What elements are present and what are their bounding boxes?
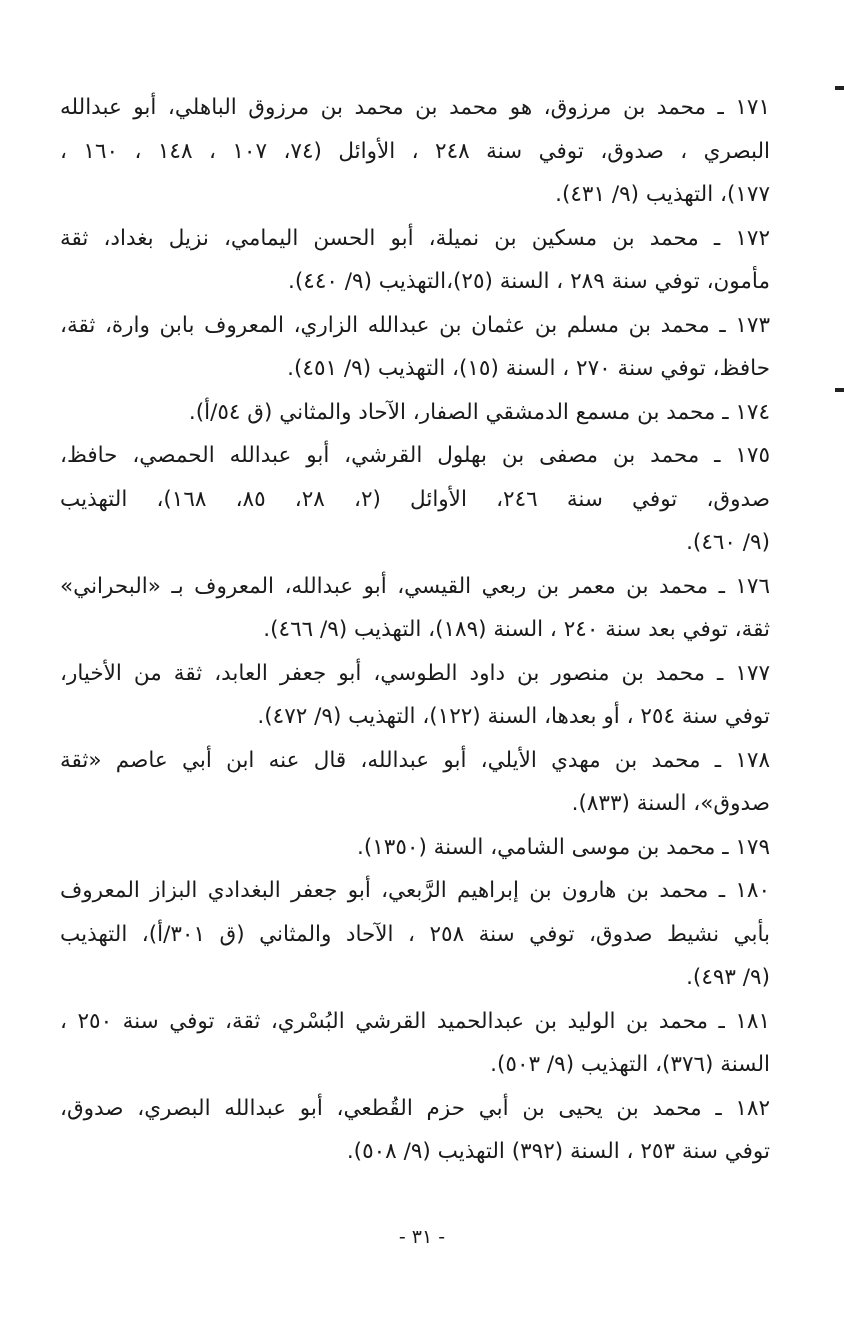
entry-175-line-2: صدوق، توفي سنة ٢٤٦، الأوائل (٢، ٢٨، ٨٥، ١٦٨)، التهذيب (60, 486, 770, 512)
entry-173-line-2: حافظ، توفي سنة ٢٧٠ ، السنة (١٥)، التهذيب (٩/ ٤٥١). (287, 356, 770, 381)
margin-mark (835, 388, 844, 392)
entry-182-line-2: توفي سنة ٢٥٣ ، السنة (٣٩٢) التهذيب (٩/ ٥٠٨). (346, 1139, 770, 1164)
entry-175-line-1: ١٧٥ ـ محمد بن مصفى بن بهلول القرشي، أبو عبدالله الحمصي، حافظ، (60, 443, 770, 468)
entry-181 (60, 1000, 770, 1087)
entry-174-line-1: ١٧٤ ـ محمد بن مسمع الدمشقي الصفار، الآحاد والمثاني (ق ٥٤/أ). (188, 399, 770, 425)
entry-180-line-1: ١٨٠ ـ محمد بن هارون بن إبراهيم الرَّبعي، أبو جعفر البغدادي البزاز المعروف (60, 878, 770, 903)
entry-176-line-2: ثقة، توفي بعد سنة ٢٤٠ ، السنة (١٨٩)، التهذيب (٩/ ٤٦٦). (263, 617, 770, 642)
entry-181-line-1: ١٨١ ـ محمد بن الوليد بن عبدالحميد القرشي البُسْري، ثقة، توفي سنة ٢٥٠ ، (60, 1008, 770, 1034)
entry-182-line-1: ١٨٢ ـ محمد بن يحيى بن أبي حزم القُطعي، أبو عبدالله البصري، صدوق، (60, 1095, 770, 1121)
entry-175-line-3: (٩/ ٤٦٠). (686, 530, 770, 555)
entry-171-line-3: ١٧٧)، التهذيب (٩/ ٤٣١). (555, 182, 770, 207)
entry-174 (60, 391, 770, 435)
entry-172-line-2: مأمون، توفي سنة ٢٨٩ ، السنة (٢٥)،التهذيب (٩/ ٤٤٠). (288, 269, 770, 294)
entry-175 (60, 434, 770, 565)
entry-171-line-2: البصري ، صدوق، توفي سنة ٢٤٨ ، الأوائل (٧٤، ١٠٧ ، ١٤٨ ، ١٦٠ ، (60, 138, 770, 164)
entry-179 (60, 826, 770, 870)
entry-173 (60, 304, 770, 391)
entry-176 (60, 565, 770, 652)
entry-171 (60, 86, 770, 217)
entry-180-line-3: (٩/ ٤٩٣). (686, 965, 770, 990)
entry-180-line-2: بأبي نشيط صدوق، توفي سنة ٢٥٨ ، الآحاد والمثاني (ق ٣٠١/أ)، التهذيب (60, 921, 770, 947)
entry-172-line-1: ١٧٢ ـ محمد بن مسكين بن نميلة، أبو الحسن اليمامي، نزيل بغداد، ثقة (60, 225, 770, 251)
entry-177-line-1: ١٧٧ ـ محمد بن منصور بن داود الطوسي، أبو جعفر العابد، ثقة من الأخيار، (60, 660, 770, 686)
entry-179-line-1: ١٧٩ ـ محمد بن موسى الشامي، السنة (١٣٥٠). (357, 834, 770, 860)
entry-178-line-1: ١٧٨ ـ محمد بن مهدي الأيلي، أبو عبدالله، قال عنه ابن أبي عاصم «ثقة (60, 747, 770, 773)
entry-178-line-2: صدوق»، السنة (٨٣٣). (571, 791, 770, 816)
entry-178 (60, 739, 770, 826)
margin-mark (835, 86, 844, 90)
entry-173-line-1: ١٧٣ ـ محمد بن مسلم بن عثمان بن عبدالله الزاري، المعروف بابن وارة، ثقة، (60, 312, 770, 338)
entry-172 (60, 217, 770, 304)
entry-177-line-2: توفي سنة ٢٥٤ ، أو بعدها، السنة (١٢٢)، التهذيب (٩/ ٤٧٢). (257, 704, 770, 729)
entry-181-line-2: السنة (٣٧٦)، التهذيب (٩/ ٥٠٣). (490, 1052, 770, 1077)
page-number: - ٣١ - (398, 1226, 446, 1248)
entry-176-line-1: ١٧٦ ـ محمد بن معمر بن ربعي القيسي، أبو عبدالله، المعروف بـ «البحراني» (60, 573, 770, 599)
entry-177 (60, 652, 770, 739)
entry-182 (60, 1087, 770, 1174)
document-body (60, 86, 770, 1174)
entry-180 (60, 869, 770, 1000)
entry-171-line-1: ١٧١ ـ محمد بن مرزوق، هو محمد بن محمد بن مرزوق الباهلي، أبو عبدالله (60, 95, 770, 120)
